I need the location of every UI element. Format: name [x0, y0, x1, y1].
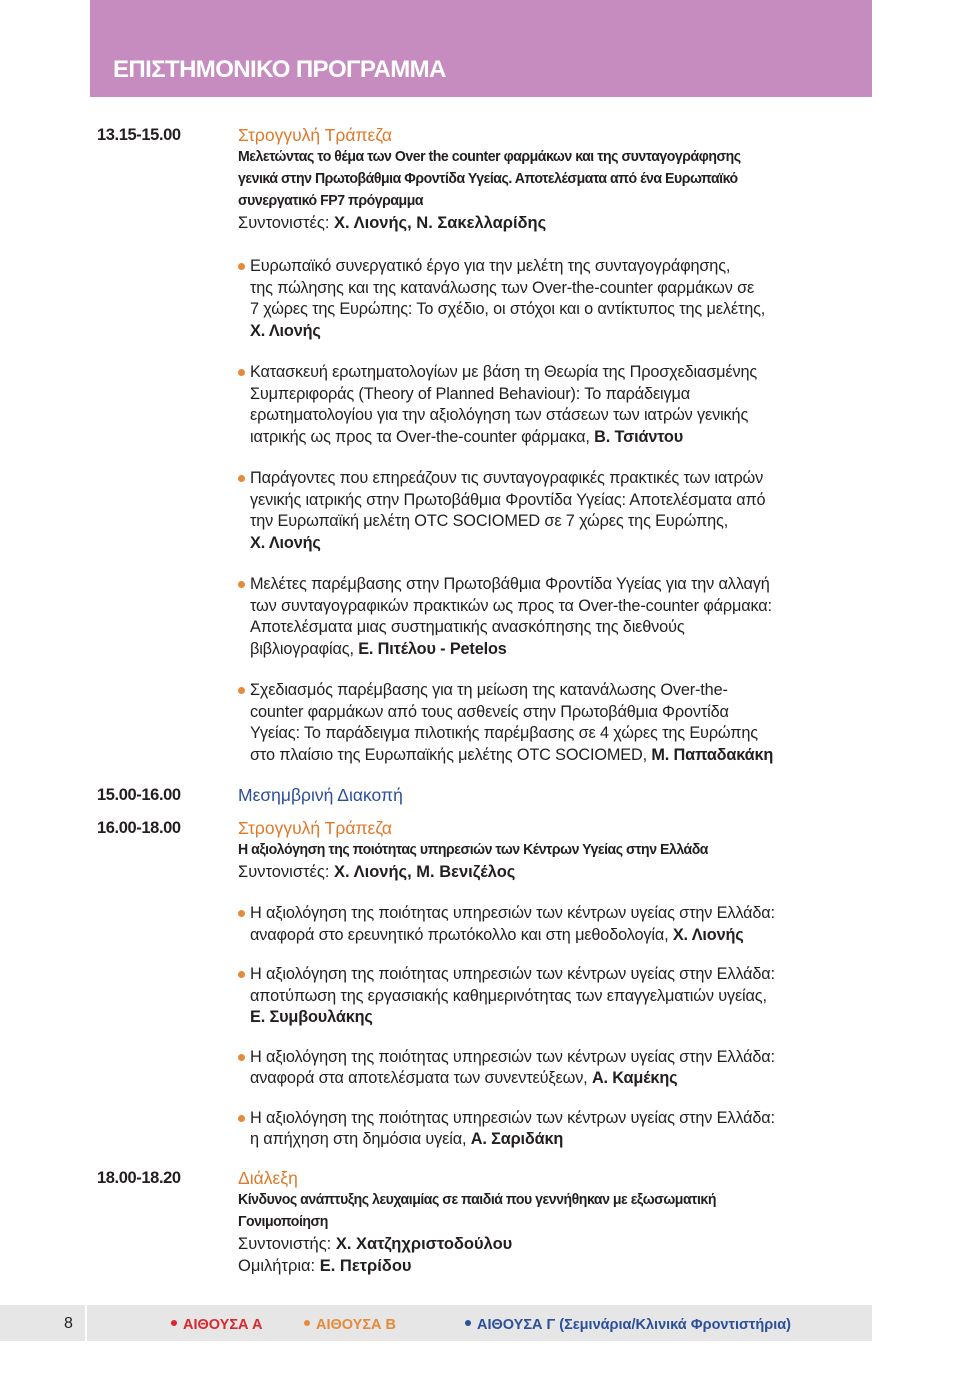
talk-tail: η απήχηση στη δημόσια υγεία,	[250, 1130, 471, 1148]
talk-author: Χ. Λιονής	[250, 533, 321, 552]
legend-room-c	[465, 1316, 791, 1334]
speaker-name: Ε. Πετρίδου	[319, 1257, 412, 1275]
talk-item	[238, 362, 878, 448]
room-b-dot-icon	[304, 1320, 310, 1326]
talk-item	[238, 964, 878, 1029]
bullet-icon	[238, 1054, 245, 1061]
room-c-dot-icon	[465, 1320, 471, 1326]
talk-line: ερωτηματολογίου για την αξιολόγηση των στάσεων των ιατρών γενικής	[250, 406, 749, 424]
talk-line: αποτύπωση της εργασιακής καθημερινότητας των επαγγελματιών υγείας,	[250, 986, 767, 1005]
talk-list	[238, 903, 878, 1151]
session-heading: Στρογγυλή Τράπεζα	[238, 818, 392, 838]
coordinators	[238, 861, 878, 883]
talk-line-last	[250, 925, 878, 947]
coordinators-names: Χ. Λιονής, Μ. Βενιζέλος	[334, 863, 516, 881]
talk-item	[238, 1047, 878, 1090]
coordinators-label: Συντονιστής:	[238, 1235, 332, 1253]
coordinators-label: Συντονιστές:	[238, 863, 330, 881]
talk-line-last	[250, 745, 878, 767]
legend-room-a	[171, 1316, 262, 1334]
session-heading: Στρογγυλή Τράπεζα	[238, 125, 392, 145]
talk-item	[238, 256, 878, 342]
bullet-icon	[238, 971, 245, 978]
session-title-line: Η αξιολόγηση της ποιότητας υπηρεσιών των Κέντρων Υγείας στην Ελλάδα	[238, 841, 708, 858]
talk-author: Χ. Λιονής	[672, 925, 744, 944]
bullet-icon	[238, 581, 245, 588]
bullet-icon	[238, 475, 245, 482]
bullet-icon	[238, 369, 245, 376]
talk-line: Υγείας: Το παράδειγμα πιλοτικής παρέμβασης σε 4 χώρες της Ευρώπης	[250, 724, 758, 742]
talk-item	[238, 680, 878, 766]
talk-line-last	[250, 321, 878, 343]
coordinators-label: Συντονιστές:	[238, 214, 330, 232]
talk-line: Παράγοντες που επηρεάζουν τις συνταγογραφικές πρακτικές των ιατρών	[250, 469, 764, 487]
talk-tail: αναφορά στο ερευνητικό πρωτόκολλο και στη μεθοδολογία,	[250, 925, 673, 944]
talk-tail: βιβλιογραφίας,	[250, 639, 359, 658]
talk-tail: ιατρικής ως προς τα Over-the-counter φάρμακα,	[250, 427, 595, 446]
talk-author: Α. Σαριδάκη	[470, 1130, 564, 1148]
coordinators	[238, 212, 878, 234]
bullet-icon	[238, 263, 245, 270]
speaker	[238, 1255, 878, 1277]
talk-line-last	[250, 1007, 878, 1029]
legend-label: ΑΙΘΟΥΣΑ Β	[316, 1317, 396, 1333]
talk-line: Αποτελέσματα μιας συστηματικής ανασκόπησης της διεθνούς	[250, 618, 685, 636]
talk-line-last	[250, 1129, 878, 1151]
talk-item	[238, 1108, 878, 1151]
session-heading: Μεσημβρινή Διακοπή	[238, 785, 403, 805]
talk-item	[238, 468, 878, 554]
talk-line: 7 χώρες της Ευρώπης: Το σχέδιο, οι στόχοι και ο αντίκτυπος της μελέτης,	[250, 300, 766, 318]
session-title-line: Μελετώντας το θέμα των Over the counter φαρμάκων και της συνταγογράφησης	[238, 148, 741, 165]
talk-author: Ε. Συμβουλάκης	[250, 1008, 373, 1026]
talk-line: Σχεδιασμός παρέμβασης για τη μείωση της κατανάλωσης Over-the-	[250, 681, 728, 699]
speaker-label: Ομιλήτρια:	[238, 1257, 316, 1275]
session-title-line: γενικά στην Πρωτοβάθμια Φροντίδα Υγείας. Αποτελέσματα από ένα Ευρωπαϊκό	[238, 170, 738, 187]
talk-line: Ευρωπαϊκό συνεργατικό έργο για την μελέτη της συνταγογράφησης,	[250, 257, 731, 275]
talk-tail: στο πλαίσιο της Ευρωπαϊκής μελέτης OTC SOCIOMED,	[250, 745, 652, 764]
coordinators	[238, 1233, 878, 1255]
talk-list	[238, 256, 878, 766]
legend-room-b	[304, 1316, 396, 1334]
session-time: 15.00-16.00	[97, 786, 181, 804]
session-time: 18.00-18.20	[97, 1169, 181, 1187]
coordinators-names: Χ. Χατζηχριστοδούλου	[335, 1235, 513, 1253]
session-title-line: Γονιμοποίηση	[238, 1213, 328, 1230]
talk-line: Η αξιολόγηση της ποιότητας υπηρεσιών των κέντρων υγείας στην Ελλάδα:	[250, 904, 775, 922]
talk-line: την Ευρωπαϊκή μελέτη OTC SOCIOMED σε 7 χώρες της Ευρώπης,	[250, 512, 729, 530]
talk-line-last	[250, 427, 878, 449]
talk-line: της πώλησης και της κατανάλωσης των Over-the-counter φαρμάκων σε	[250, 278, 755, 297]
session-heading: Διάλεξη	[238, 1168, 298, 1188]
bullet-icon	[238, 687, 245, 694]
bullet-icon	[238, 1115, 245, 1122]
talk-tail: αναφορά στα αποτελέσματα των συνεντεύξεων,	[250, 1069, 592, 1087]
talk-author: Μ. Παπαδακάκη	[651, 745, 774, 764]
talk-author: Χ. Λιονής	[250, 321, 321, 340]
page-number: 8	[64, 1315, 73, 1332]
session-time: 13.15-15.00	[97, 126, 181, 144]
talk-line: Η αξιολόγηση της ποιότητας υπηρεσιών των κέντρων υγείας στην Ελλάδα:	[250, 1108, 775, 1127]
talk-line-last	[250, 1068, 878, 1090]
talk-line-last	[250, 639, 878, 661]
talk-item	[238, 574, 878, 660]
coordinators-names: Χ. Λιονής, Ν. Σακελλαρίδης	[334, 214, 547, 232]
page-number-box	[0, 1305, 87, 1341]
talk-author: Β. Τσιάντου	[594, 427, 684, 446]
talk-line: Μελέτες παρέμβασης στην Πρωτοβάθμια Φροντίδα Υγείας για την αλλαγή	[250, 575, 770, 593]
talk-item	[238, 903, 878, 946]
session-title-line: Κίνδυνος ανάπτυξης λευχαιμίας σε παιδιά που γεννήθηκαν με εξωσωματική	[238, 1191, 716, 1208]
talk-line: Κατασκευή ερωτηματολογίων με βάση τη Θεωρία της Προσχεδιασμένης	[250, 363, 758, 381]
talk-line: Η αξιολόγηση της ποιότητας υπηρεσιών των κέντρων υγείας στην Ελλάδα:	[250, 1047, 775, 1066]
session-time: 16.00-18.00	[97, 819, 181, 837]
room-a-dot-icon	[171, 1320, 177, 1326]
talk-line: Συμπεριφοράς (Theory of Planned Behaviour): Το παράδειγμα	[250, 384, 691, 403]
talk-line: των συνταγογραφικών πρακτικών ως προς τα Over-the-counter φάρμακα:	[250, 596, 772, 615]
talk-author: Α. Καμέκης	[591, 1069, 678, 1087]
talk-line: γενικής ιατρικής στην Πρωτοβάθμια Φροντίδα Υγείας: Αποτελέσματα από	[250, 490, 766, 509]
talk-author: Ε. Πιτέλου - Petelos	[358, 639, 507, 658]
legend-label: ΑΙΘΟΥΣΑ Γ (Σεμινάρια/Κλινικά Φροντιστήρια)	[477, 1317, 791, 1333]
talk-line: Η αξιολόγηση της ποιότητας υπηρεσιών των κέντρων υγείας στην Ελλάδα:	[250, 965, 775, 983]
talk-line-last	[250, 533, 878, 555]
talk-line: counter φαρμάκων από τους ασθενείς στην Πρωτοβάθμια Φροντίδα	[250, 702, 729, 721]
bullet-icon	[238, 910, 245, 917]
page-title: ΕΠΙΣΤΗΜΟΝΙΚΟ ΠΡΟΓΡΑΜΜΑ	[113, 56, 446, 83]
legend-label: ΑΙΘΟΥΣΑ Α	[183, 1317, 263, 1333]
session-title-line: συνεργατικό FP7 πρόγραμμα	[238, 192, 424, 209]
